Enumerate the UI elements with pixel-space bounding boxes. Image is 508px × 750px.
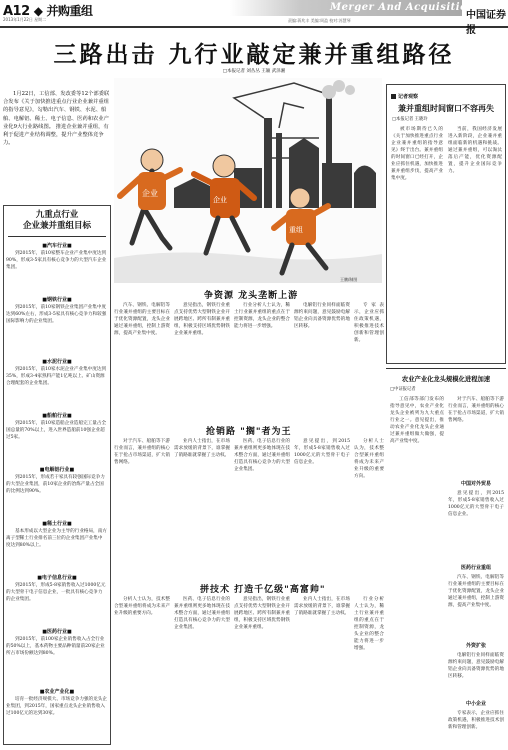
section-english-name: Merger And Acquisition: [330, 2, 476, 13]
sidebar-item-head: ■农业产业化■: [39, 689, 75, 695]
sidebar-item-head: ■医药行业■: [42, 629, 72, 635]
editors-line: 责编:蒋兆丰 美编:周盈 校对:苏慧琴: [288, 18, 351, 23]
bottom-article-paragraph: 电解铝行业同样面临资源约束问题，意见鼓励电解铝企业向具备资源优势的地区转移。: [448, 653, 504, 679]
bottom-subhead: 中小企业: [465, 701, 486, 707]
body-paragraph: 行业分析人士认为，稀土行业兼并重组的重点在于控制资源，龙头企业的整合能力将进一步增强。: [354, 597, 384, 651]
sidebar-item-head: ■电解铝行业■: [39, 467, 75, 473]
subheading-1: 争资源 龙头垄断上游: [204, 291, 299, 301]
body-paragraph: 专家表示，企业应抓住政策机遇，积极推进技术创新和管理创新。: [354, 303, 384, 343]
bottom-article-paragraph: 意见提出，到2015年，形成5-8家销售收入过1000亿元的大型骨干电子信息企业。: [448, 491, 504, 517]
commentary-paragraph: 被市场期待已久的《关于加快推进重点行业企业兼并重组的指导意见》终于出台。兼并重组的时间窗口已经打开，企业应抓住机遇，加快推进兼并重组步伐，提高产业集中度。: [391, 127, 443, 181]
sidebar-divider: [8, 236, 106, 237]
section-name: 并购重组: [46, 4, 93, 18]
sidebar-title-line1: 九重点行业: [35, 210, 79, 220]
sidebar-item-head: ■水泥行业■: [42, 359, 72, 365]
sidebar-item-text: 到2015年，前10家整车企业产业集中度达到90%，形成3-5家具有核心竞争力的大型汽车企业集团。: [6, 251, 107, 270]
commentary-tag: [391, 93, 418, 100]
sidebar-item-text: 到2015年，形成若干家具有较强国际竞争力的大型企业集团，前10家企业的冶炼产量占全国的比例达到90%。: [6, 475, 105, 494]
headline: 三路出击 九行业敲定兼并重组路径: [53, 42, 455, 68]
lead-paragraph: 1月22日，工信部、发改委等12个部委联合发布《关于加快推进重点行业企业兼并重组的指导意见》，勾勒出汽车、钢铁、水泥、船舶、电解铝、稀土、电子信息、医药和农业产业化9大行业路线图。 推进企业兼并重组，有利于促进产业结构调整，提升产业整体竞争力。: [3, 91, 110, 147]
newspaper-name: 中国证券报: [466, 10, 506, 36]
body-paragraph: 汽车、钢铁、电解铝等行业兼并重组的主要目标在于优化资源配置，龙头企业通过兼并重组，控制上游资源，提高产业集中度。: [114, 303, 170, 336]
sidebar-item-head: ■电子信息行业■: [37, 575, 77, 581]
bottom-subhead: 医药行业重组: [460, 565, 491, 571]
body-paragraph: 分析人士认为，技术整合型兼并重组将成为未来产业升级的重要方向。: [114, 597, 170, 616]
issue-date: 2013年1月22日 星期二: [3, 17, 47, 22]
commentary-title: 兼并重组时间窗口不容再失: [398, 104, 494, 113]
sidebar-item-text: 到2015年，前100家企业销售收入占全行业的50%以上，基本药物主要品种销量前20家企业所占市场份额达到80%。: [6, 637, 105, 656]
body-paragraph: 业内人士指出，在市场需求放缓的背景下，谁掌握了销路谁就掌握了主动权。: [174, 439, 230, 458]
body-paragraph: 意见提出，到2015年，形成5-8家销售收入过1000亿元的大型骨干电子信息企业。: [294, 439, 350, 465]
svg-text:重组: 重组: [289, 226, 303, 234]
bottom-subhead: 中国对外贸易: [460, 481, 491, 487]
body-paragraph: 对于汽车、船舶等下游行业而言，兼并重组的核心在于抢占市场渠道，扩大销售网络。: [114, 439, 170, 465]
bottom-article-paragraph: 工信部等部门发布的指导意见中，农业产业化龙头企业被列为九大重点行业之一。意见提出，推动农业产业化龙头企业通过兼并重组做大做强，提高产业集中度。: [390, 397, 444, 444]
diamond-icon: ◆: [33, 4, 43, 18]
sidebar-item-text: 到2015年，前10家水泥企业产业集中度达到35%，形成3-4家熟料产能1亿吨以上、矿山资源合理配套的企业集团。: [6, 367, 107, 386]
body-paragraph: 医药、电子信息行业的兼并重组则更多地体现在技术整合方面，通过兼并重组打造具有核心竞争力的大型企业集团。: [234, 439, 290, 472]
commentary-paragraph: 当前，我国经济发展进入新阶段，企业兼并重组面临新的机遇和挑战。通过兼并重组，可以淘汰落后产能，优化资源配置，提升企业国际竞争力。: [448, 127, 502, 174]
sidebar-item-head: ■钢铁行业■: [42, 297, 72, 303]
body-paragraph: 电解铝行业同样面临资源约束问题，意见鼓励电解铝企业向具备资源优势的地区转移。: [294, 303, 350, 329]
bottom-subhead: 外资扩张: [465, 643, 486, 649]
bottom-article-paragraph: 汽车、钢铁、电解铝等行业兼并重组的主要目标在于优化资源配置，龙头企业通过兼并重组，控制上游资源，提高产业集中度。: [448, 575, 504, 608]
body-paragraph: 行业分析人士认为，稀土行业兼并重组的重点在于控制资源，龙头企业的整合能力将进一步增强。: [234, 303, 290, 329]
svg-text:企业: 企业: [142, 189, 158, 198]
sidebar-title: [3, 210, 111, 232]
sidebar-item-head: ■稀土行业■: [42, 521, 72, 527]
body-paragraph: 医药、电子信息行业的兼并重组则更多地体现在技术整合方面，通过兼并重组打造具有核心竞争力的大型企业集团。: [174, 597, 230, 630]
subheading-2: 抢销路 "搁"者为王: [206, 427, 292, 437]
bottom-article-title: 农业产业化龙头规模化进程加速: [401, 376, 491, 383]
sidebar-item-text: 到2015年，前10家钢铁企业集团产业集中度达到60%左右，形成3-5家具有核心竞争力和较强国际影响力的企业集团。: [6, 305, 107, 324]
bottom-article-paragraph: 对于汽车、船舶等下游行业而言，兼并重组的核心在于抢占市场渠道，扩大销售网络。: [448, 397, 504, 423]
sidebar-item-text: 到2015年，形成5-8家销售收入过1000亿元的大型骨干电子信息企业，一批具有核心竞争力的企业集团。: [6, 583, 106, 602]
sidebar-title-line2: 企业兼并重组目标: [22, 221, 91, 231]
square-icon: [391, 94, 396, 99]
cartoon-illustration: [114, 78, 382, 283]
sidebar-item-head: ■汽车行业■: [42, 243, 72, 249]
svg-text:企业: 企业: [213, 196, 227, 204]
sidebar-item-text: 到2015年，前10家造船企业造船完工量占全国总量的70%以上，进入世界造船前10强企业超过5家。: [6, 421, 107, 440]
body-paragraph: 意见指出，钢铁行业重点支持优势大型钢铁企业开展跨地区、跨所有制兼并重组，积极支持区域优势钢铁企业兼并重组。: [174, 303, 230, 336]
sidebar-item-head: ■船舶行业■: [42, 413, 72, 419]
body-paragraph: 业内人士指出，在市场需求放缓的背景下，谁掌握了销路谁就掌握了主动权。: [294, 597, 350, 616]
bottom-article-byline: □中证报记者: [390, 387, 416, 392]
bottom-article-paragraph: 专家表示，企业应抓住政策机遇，积极推进技术创新和管理创新。: [448, 711, 504, 730]
commentary-byline: □本报记者 王晓玲: [392, 117, 428, 122]
body-paragraph: 意见指出，钢铁行业重点支持优势大型钢铁企业开展跨地区、跨所有制兼并重组，积极支持区域优势钢铁企业兼并重组。: [234, 597, 290, 630]
sidebar-item-text: 培育一批经济规模大、市场竞争力强的龙头企业集团，到2015年，国家重点龙头企业销售收入过100亿元的达到30家。: [6, 697, 107, 716]
page-number-value: A12: [3, 4, 30, 19]
body-paragraph: 分析人士认为，技术整合型兼并重组将成为未来产业升级的重要方向。: [354, 439, 384, 479]
subheading-3: 拼技术 打造千亿级"高富帅": [200, 585, 326, 595]
sidebar-item-text: 基本形成以大型企业为主导的行业格局，南方离子型稀土行业排名前三位的企业集团产业集中度达到80%以上。: [6, 529, 107, 548]
commentary-tag-label: 记者观察: [398, 94, 419, 100]
column-divider: [386, 368, 506, 369]
illustration-credit: 王鹏/制图: [340, 277, 358, 282]
byline: □本报记者 刘丛丛 王颖 武泽湘: [222, 69, 286, 74]
